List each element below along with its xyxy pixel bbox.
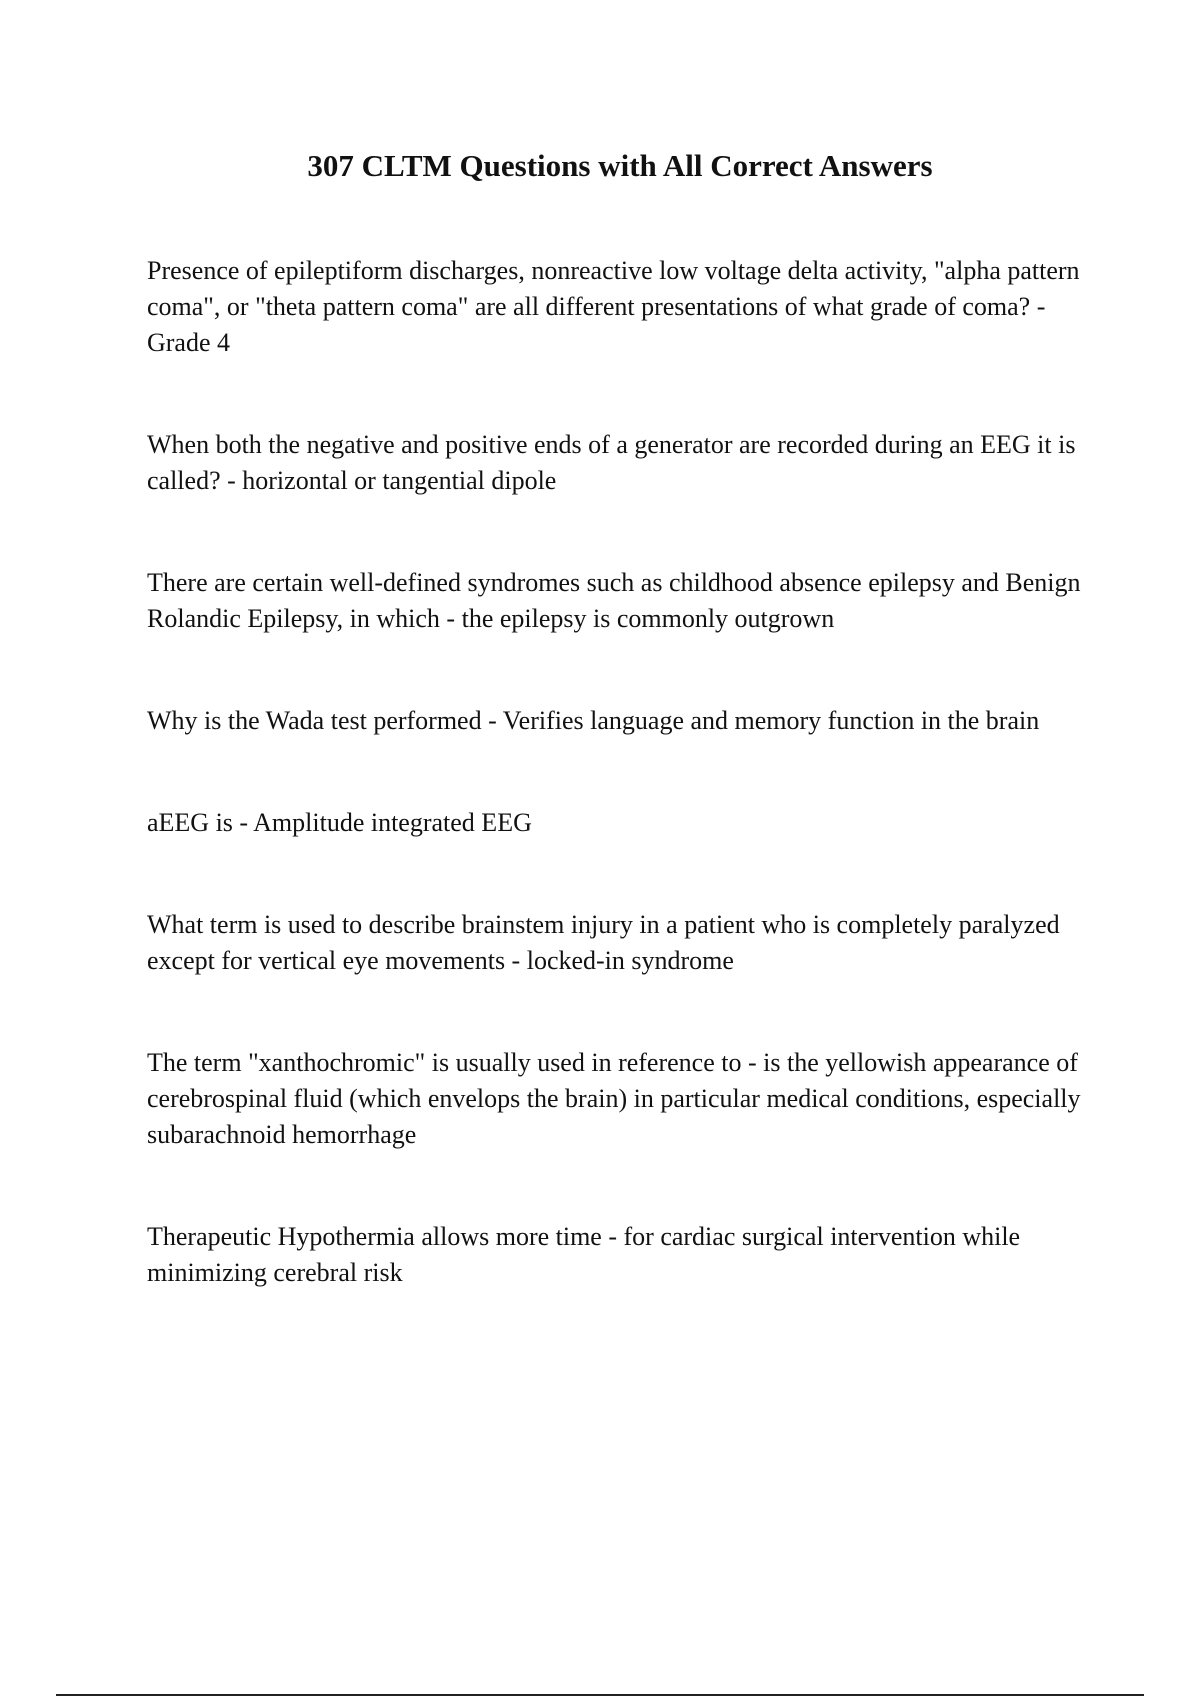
document-title: 307 CLTM Questions with All Correct Answers	[307, 148, 933, 183]
question-answer-item: There are certain well-defined syndromes such as childhood absence epilepsy and Benign Rolandic Epilepsy, in which - the epilepsy is commonly outgrown	[147, 568, 1081, 633]
question-answer-item: aEEG is - Amplitude integrated EEG	[147, 808, 532, 837]
question-answer-item: The term "xanthochromic" is usually used in reference to - is the yellowish appearance of cerebrospinal fluid (which envelops the brain) in particular medical conditions, especially subarachnoid hemorrhage	[147, 1048, 1081, 1149]
question-answer-item: Why is the Wada test performed - Verifies language and memory function in the brain	[147, 706, 1040, 735]
question-answer-item: Presence of epileptiform discharges, nonreactive low voltage delta activity, "alpha pattern coma", or "theta pattern coma" are all different presentations of what grade of coma? - Grade 4	[147, 256, 1080, 357]
question-answer-list	[147, 253, 1097, 1291]
question-answer-item: Therapeutic Hypothermia allows more time - for cardiac surgical intervention while minimizing cerebral risk	[147, 1222, 1021, 1287]
question-answer-item: When both the negative and positive ends of a generator are recorded during an EEG it is called? - horizontal or tangential dipole	[147, 430, 1076, 495]
footer-divider	[56, 1694, 1144, 1696]
question-answer-item: What term is used to describe brainstem injury in a patient who is completely paralyzed except for vertical eye movements - locked-in syndrome	[147, 910, 1060, 975]
